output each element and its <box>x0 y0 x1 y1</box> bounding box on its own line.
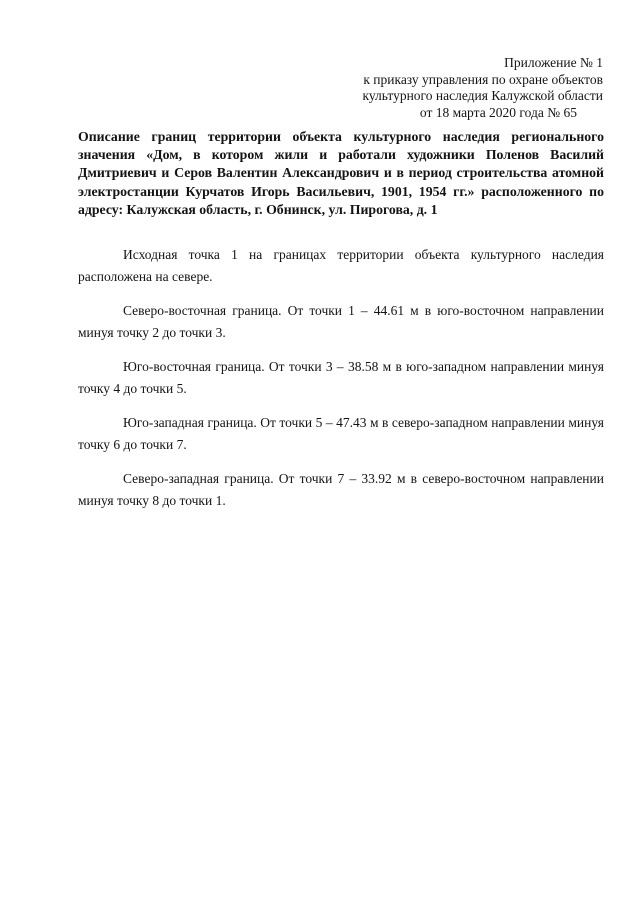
paragraph-northeast-border: Северо-восточная граница. От точки 1 – 44.61 м в юго-восточном направлении минуя точку 2 до точки 3. <box>78 303 604 340</box>
document-title: Описание границ территории объекта культурного наследия регионального значения «Дом, в котором жили и работали художники Поленов Василий Дмитриевич и Серов Валентин Александрович и в период строительства атомной электростанции Курчатов Игорь Васильевич, 1901, 1954 гг.» расположенного по адресу: Калужская область, г. Обнинск, ул. Пирогова, д. 1 <box>78 129 604 217</box>
appendix-authority: культурного наследия Калужской области <box>362 88 603 103</box>
appendix-date: от 18 марта 2020 года № 65 <box>419 104 577 120</box>
paragraph-southwest-border: Юго-западная граница. От точки 5 – 47.43 м в северо-западном направлении минуя точку 6 до точки 7. <box>78 415 604 452</box>
paragraph-start-point: Исходная точка 1 на границах территории объекта культурного наследия расположена на севере. <box>78 247 604 284</box>
document-body <box>78 244 604 524</box>
paragraph-northwest-border: Северо-западная граница. От точки 7 – 33.92 м в северо-восточном направлении минуя точку 8 до точки 1. <box>78 471 604 508</box>
appendix-number: Приложение № 1 <box>504 55 603 70</box>
paragraph-southeast-border: Юго-восточная граница. От точки 3 – 38.58 м в юго-западном направлении минуя точку 4 до точки 5. <box>78 359 604 396</box>
appendix-header <box>273 55 603 121</box>
appendix-order-ref: к приказу управления по охране объектов <box>363 71 603 87</box>
